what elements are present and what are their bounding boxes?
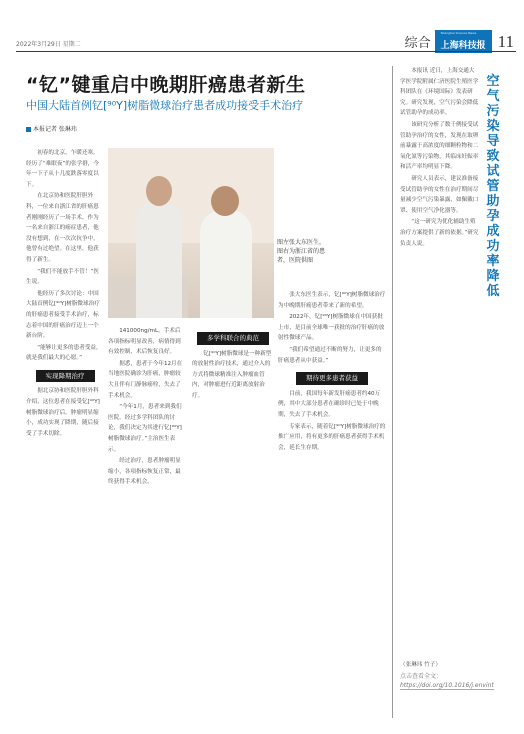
sidebar-headline-char: 空: [486, 74, 500, 89]
logo-chinese: 上海科技报: [440, 41, 486, 51]
sidebar-headline-char: 管: [486, 179, 500, 194]
sidebar-headline-char: 导: [486, 134, 500, 149]
paragraph: 专家表示，随着钇[⁹⁰Y]树脂微球治疗的推广应用，将有更多的肝癌患者获得手术机会，延长生存期。: [278, 423, 386, 451]
sidebar-divider: [392, 66, 393, 718]
paragraph: 据北京协和医院肝胆外科介绍，这位患者在接受钇[⁹⁰Y]树脂微球治疗后，肿瘤明显缩小，成功实现了降期，随后接受了手术切除。: [26, 388, 100, 437]
paragraph: 在北京协和医院肝胆外科，一位来自浙江省的肝癌患者刚刚经历了一场手术。作为一名来自浙江的癌症患者，他没有想到，在一次次抗争中，他曾有过绝望。在这里，他获得了新生。: [26, 193, 99, 263]
sidebar-headline-char: 助: [486, 194, 500, 209]
paragraph: “我们希望通过不断的努力，让更多的肝癌患者从中获益。”: [278, 346, 382, 364]
article-link[interactable]: https://doi.org/10.1016/j.envint: [400, 682, 494, 689]
newspaper-logo: [435, 30, 492, 53]
sidebar-headline-char: 降: [486, 269, 500, 284]
paragraph: 钇[⁹⁰Y]树脂微球是一种新型的放射性治疗技术，通过介入的方式将微球精准注入肿瘤血管内，对肿瘤进行近距离放射治疗。: [192, 350, 272, 399]
article-column-4: [278, 290, 386, 718]
sidebar-headline-char: 试: [486, 164, 500, 179]
paragraph: 初春的北京，乍暖还寒。经历了“难眠夜”的张学群，今年一下子从十几度跌落零度以下。: [26, 150, 99, 188]
paragraph: “我们不能放手不管！”医生说。: [26, 268, 99, 286]
section-heading: 实现降期治疗: [36, 370, 95, 383]
issue-date: 2022年3月29日 星期二: [16, 41, 81, 48]
paragraph: “能够让更多的患者受益，就是我们最大的心愿。”: [26, 344, 102, 362]
paragraph: 据悉，患者于今年12月在当地医院确诊为肝癌，肿瘤较大且伴有门静脉癌栓，失去了手术机会。: [108, 360, 183, 399]
header-divider: [16, 51, 516, 52]
section-heading: 期待更多患者获益: [296, 372, 368, 385]
paragraph: 经过治疗，患者肿瘤明显缩小，各项指标恢复正常，最终获得手术机会。: [108, 458, 181, 486]
article-byline: [26, 124, 77, 133]
paragraph: 研究人员表示，建议准备接受试管助孕的女性在治疗期间尽量减少空气污染暴露，如佩戴口罩、使用空气净化器等。: [400, 175, 479, 214]
sidebar-headline-char: 气: [486, 89, 500, 104]
sidebar-credit: （张琳玮 竹子）: [400, 662, 441, 668]
sidebar-headline-char: 染: [486, 119, 500, 134]
photo-person-right: [200, 210, 252, 318]
masthead: [405, 30, 514, 53]
section-label: 综合: [404, 36, 431, 51]
page-number: 11: [497, 31, 514, 51]
section-heading: 多学科联合的典范: [197, 332, 269, 345]
paragraph: 张大东医生表示，钇[⁹⁰Y]树脂微球治疗为中晚期肝癌患者带来了新的希望。: [278, 292, 386, 309]
sidebar-headline-char: 致: [486, 149, 500, 164]
paragraph: “这一研究为优化辅助生殖治疗方案提供了新的依据。”研究负责人说。: [400, 219, 479, 247]
sidebar-headline-char: 孕: [486, 209, 500, 224]
sidebar-column: [400, 66, 480, 656]
photo-caption: 图左张大东医生，图右为浙江省的患者，医院供图: [277, 239, 326, 264]
sidebar-link-block: [400, 672, 518, 690]
paragraph: 目前，我国每年新发肝癌患者约40万例，其中大部分患者在确诊时已处于中晚期，失去了手术机会。: [278, 390, 381, 418]
sidebar-headline-char: 功: [486, 239, 500, 254]
logo-english: Shanghai Science News: [440, 31, 477, 35]
link-label: 点击查看全文：: [400, 673, 443, 680]
article-subhead: 中国大陆首例钇[⁹⁰Y]树脂微球治疗患者成功接受手术治疗: [26, 99, 304, 112]
sidebar-headline-char: 污: [486, 104, 500, 119]
article-column-2: [108, 326, 186, 718]
sidebar-headline-char: 成: [486, 224, 500, 239]
paragraph: 他经历了多次讨论：中国大陆首例钇[⁹⁰Y]树脂微球治疗的肝癌患者接受手术治疗，标志着中国的肝癌治疗迈上一个新台阶。: [26, 290, 100, 340]
paragraph: 本报讯 近日，上海交通大学医学院附属仁济医院生殖医学科团队在《环境国际》发表研究。研究发现，空气污染会降低试管助孕的成功率。: [400, 68, 479, 117]
article-column-3: [192, 326, 274, 718]
article-column-1: [26, 148, 104, 718]
paragraph: 该研究分析了数千例接受试管助孕治疗的女性，发现在取卵前暴露于高浓度的细颗粒物和二氧化氮等污染物，其临床妊娠率和活产率均明显下降。: [400, 121, 479, 171]
paragraph: “今年1月，患者来到我们医院。经过多学科团队的讨论，我们决定为其进行钇[⁹⁰Y]树脂微球治疗。”主治医生表示。: [108, 404, 182, 453]
photo-person-right-head: [211, 186, 239, 216]
sidebar-headline-char: 低: [486, 284, 500, 299]
paragraph: 141000ng/mL。手术后各项指标明显改善，病情得到有效控制，术后恢复良好。: [108, 328, 181, 356]
photo-person-left-head: [146, 176, 172, 206]
sidebar-headline-char: 率: [486, 254, 500, 269]
byline-marker-icon: [26, 127, 31, 132]
article-photo: [108, 148, 274, 318]
sidebar-headline: [486, 74, 500, 299]
byline-text: 本报记者 张琳玮: [33, 126, 77, 133]
article-headline: “钇”键重启中晚期肝癌患者新生: [26, 74, 306, 96]
photo-person-left: [136, 200, 182, 318]
paragraph: 2022年，钇[⁹⁰Y]树脂微球在中国获批上市，是目前全球唯一获批的治疗肝癌的放射性微球产品。: [278, 314, 385, 342]
